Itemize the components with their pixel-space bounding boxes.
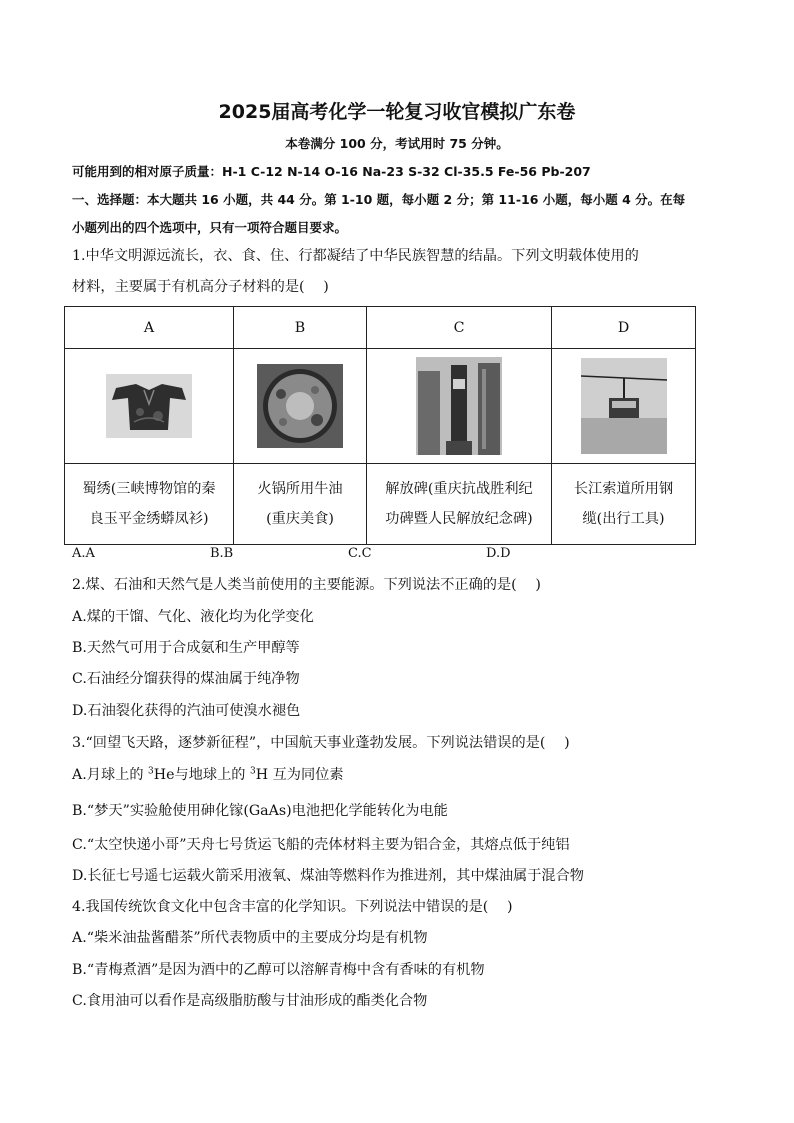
q4-option-c: C.食用油可以看作是高级脂肪酸与甘油形成的酯类化合物 bbox=[72, 993, 428, 1009]
hotpot-photo bbox=[257, 364, 343, 448]
caption-b: 火锅所用牛油 (重庆美食) bbox=[234, 464, 367, 545]
caption-a: 蜀绣(三峡博物馆的秦 良玉平金绣蟒凤衫) bbox=[65, 464, 234, 545]
q1-stem-line2: 材料，主要属于有机高分子材料的是( ) bbox=[72, 279, 329, 295]
cableway-photo bbox=[581, 358, 667, 454]
q2-stem: 2.煤、石油和天然气是人类当前使用的主要能源。下列说法不正确的是( ) bbox=[72, 577, 541, 593]
q1-option-c: C.C bbox=[348, 546, 372, 561]
q2-option-d: D.石油裂化获得的汽油可使溴水褪色 bbox=[72, 703, 301, 719]
q1-option-d: D.D bbox=[486, 546, 511, 561]
q1-option-a: A.A bbox=[72, 546, 95, 561]
caption-d: 长江索道所用钢 缆(出行工具) bbox=[552, 464, 696, 545]
robe-photo bbox=[106, 374, 192, 438]
q3-stem: 3.“回望飞天路，逐梦新征程”，中国航天事业蓬勃发展。下列说法错误的是( ) bbox=[72, 735, 570, 751]
table-header-b: B bbox=[234, 307, 367, 349]
q1-option-b: B.B bbox=[210, 546, 234, 561]
table-header-d: D bbox=[552, 307, 696, 349]
section-instructions-line2: 小题列出的四个选项中，只有一项符合题目要求。 bbox=[72, 220, 348, 235]
q3-option-b: B.“梦天”实验舱使用砷化镓(GaAs)电池把化学能转化为电能 bbox=[72, 803, 448, 819]
q1-stem-line1: 1.中华文明源远流长，衣、食、住、行都凝结了中华民族智慧的结晶。下列文明载体使用的 bbox=[72, 248, 639, 264]
q3-option-c: C.“太空快递小哥”天舟七号货运飞船的壳体材料主要为铝合金，其熔点低于纯铝 bbox=[72, 837, 570, 853]
q4-option-b: B.“青梅煮酒”是因为酒中的乙醇可以溶解青梅中含有香味的有机物 bbox=[72, 962, 485, 978]
exam-info: 本卷满分 100 分，考试用时 75 分钟。 bbox=[285, 136, 509, 151]
caption-c: 解放碑(重庆抗战胜利纪 功碑暨人民解放纪念碑) bbox=[367, 464, 552, 545]
page-title: 2025届高考化学一轮复习收官模拟广东卷 bbox=[218, 101, 576, 123]
q3-option-d: D.长征七号遥七运载火箭采用液氧、煤油等燃料作为推进剂，其中煤油属于混合物 bbox=[72, 868, 584, 884]
atomic-masses: 可能用到的相对原子质量：H-1 C-12 N-14 O-16 Na-23 S-32 Cl-35.5 Fe-56 Pb-207 bbox=[72, 164, 591, 179]
q4-option-a: A.“柴米油盐酱醋茶”所代表物质中的主要成分均是有机物 bbox=[72, 930, 428, 946]
q2-option-b: B.天然气可用于合成氨和生产甲醇等 bbox=[72, 640, 300, 656]
table-header-a: A bbox=[65, 307, 234, 349]
q1-options bbox=[72, 546, 624, 561]
section-instructions-line1: 一、选择题：本大题共 16 小题，共 44 分。第 1-10 题，每小题 2 分；第 11-16 小题，每小题 4 分。在每 bbox=[72, 192, 686, 207]
monument-photo bbox=[416, 357, 502, 455]
q2-option-a: A.煤的干馏、气化、液化均为化学变化 bbox=[72, 609, 314, 625]
q2-option-c: C.石油经分馏获得的煤油属于纯净物 bbox=[72, 671, 300, 687]
q4-stem: 4.我国传统饮食文化中包含丰富的化学知识。下列说法中错误的是( ) bbox=[72, 899, 513, 915]
q3-option-a: A.月球上的 $^3$He与地球上的 $^3$H 互为同位素 bbox=[72, 766, 344, 783]
q1-options-table bbox=[64, 306, 696, 545]
table-header-c: C bbox=[367, 307, 552, 349]
